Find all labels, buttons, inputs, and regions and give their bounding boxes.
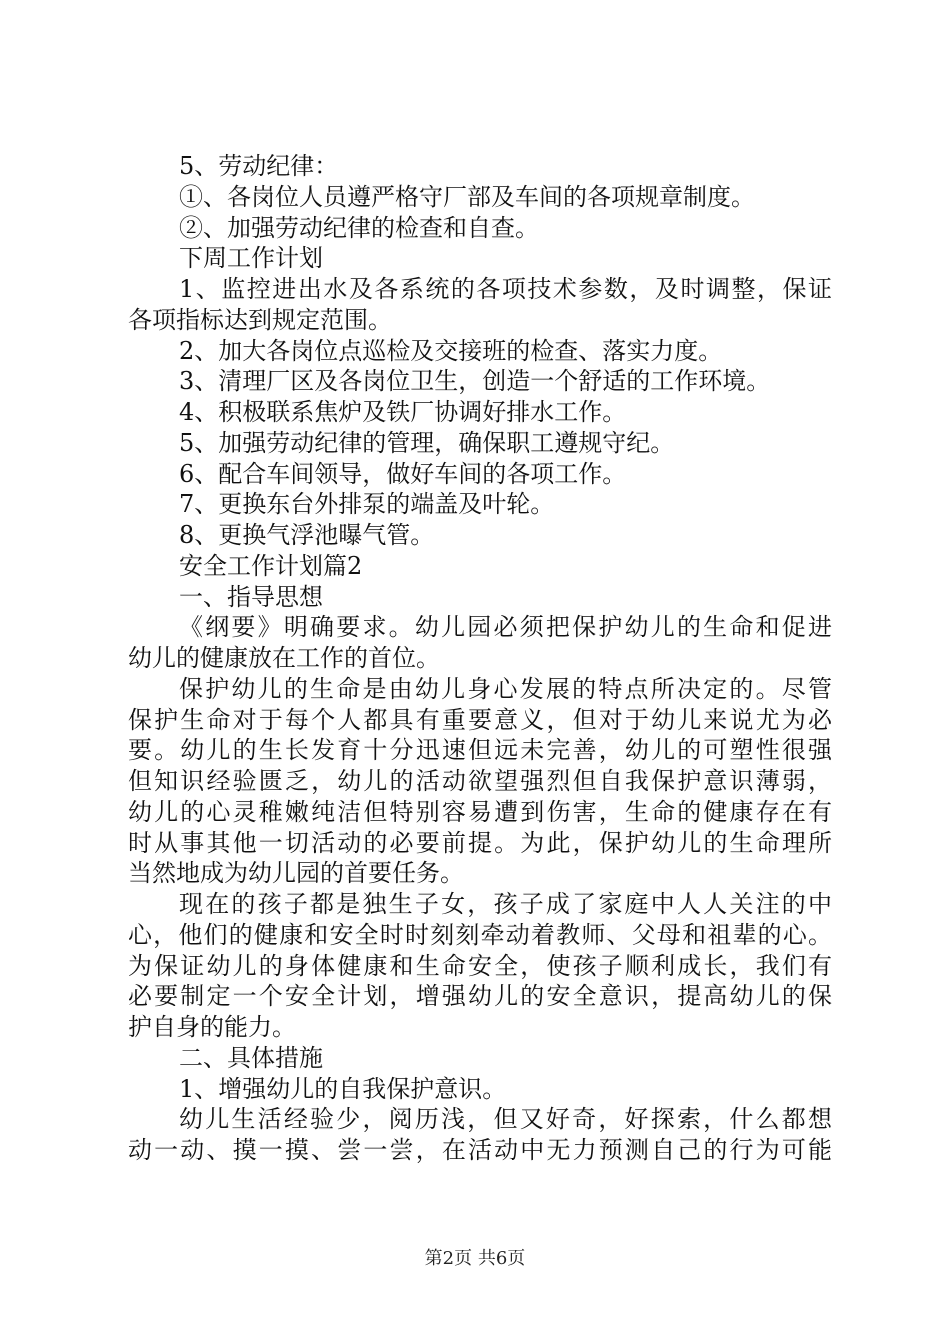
text-line: 8、更换气浮池曝气管。: [179, 521, 435, 549]
text-line: 5、加强劳动纪律的管理，确保职工遵规守纪。: [179, 429, 675, 457]
text-line: 6、配合车间领导，做好车间的各项工作。: [179, 460, 627, 488]
text-line: 必要制定一个安全计划，增强幼儿的安全意识，提高幼儿的保: [128, 982, 832, 1010]
text-line: 现在的孩子都是独生子女，孩子成了家庭中人人关注的中: [179, 890, 832, 918]
text-line: ②、加强劳动纪律的检查和自查。: [179, 214, 539, 242]
text-line: 心，他们的健康和安全时时刻刻牵动着教师、父母和祖辈的心。: [128, 921, 832, 949]
page-footer: 第2页 共6页: [424, 1248, 526, 1269]
text-line: 当然地成为幼儿园的首要任务。: [128, 859, 464, 887]
text-line: 2、加大各岗位点巡检及交接班的检查、落实力度。: [179, 337, 723, 365]
text-line: 3、清理厂区及各岗位卫生，创造一个舒适的工作环境。: [179, 367, 771, 395]
text-line: 为保证幼儿的身体健康和生命安全，使孩子顺利成长，我们有: [128, 952, 832, 980]
text-line: 保护幼儿的生命是由幼儿身心发展的特点所决定的。尽管: [179, 675, 832, 703]
section-heading: 一、指导思想: [179, 583, 323, 611]
text-line: 幼儿生活经验少，阅历浅，但又好奇，好探索，什么都想: [179, 1105, 832, 1133]
text-line: 护自身的能力。: [128, 1013, 296, 1041]
text-line: 动一动、摸一摸、尝一尝，在活动中无力预测自己的行为可能: [128, 1136, 832, 1164]
text-line: 时从事其他一切活动的必要前提。为此，保护幼儿的生命理所: [128, 829, 832, 857]
section-heading: 下周工作计划: [179, 244, 323, 272]
text-line: 但知识经验匮乏，幼儿的活动欲望强烈但自我保护意识薄弱，: [128, 767, 832, 795]
text-line: 《纲要》明确要求。幼儿园必须把保护幼儿的生命和促进: [179, 613, 832, 641]
text-line: ①、各岗位人员遵严格守厂部及车间的各项规章制度。: [179, 183, 755, 211]
text-line: 1、监控进出水及各系统的各项技术参数，及时调整，保证: [179, 275, 832, 303]
section-heading: 安全工作计划篇2: [179, 552, 363, 580]
section-heading: 二、具体措施: [179, 1044, 323, 1072]
text-line: 各项指标达到规定范围。: [128, 306, 392, 334]
text-line: 保护生命对于每个人都具有重要意义，但对于幼儿来说尤为必: [128, 706, 832, 734]
text-line: 1、增强幼儿的自我保护意识。: [179, 1075, 507, 1103]
text-line: 7、更换东台外排泵的端盖及叶轮。: [179, 490, 555, 518]
text-line: 5、劳动纪律：: [179, 152, 339, 180]
text-line: 幼儿的心灵稚嫩纯洁但特别容易遭到伤害，生命的健康存在有: [128, 798, 832, 826]
text-line: 4、积极联系焦炉及铁厂协调好排水工作。: [179, 398, 627, 426]
text-line: 幼儿的健康放在工作的首位。: [128, 644, 440, 672]
text-line: 要。幼儿的生长发育十分迅速但远未完善，幼儿的可塑性很强: [128, 736, 832, 764]
